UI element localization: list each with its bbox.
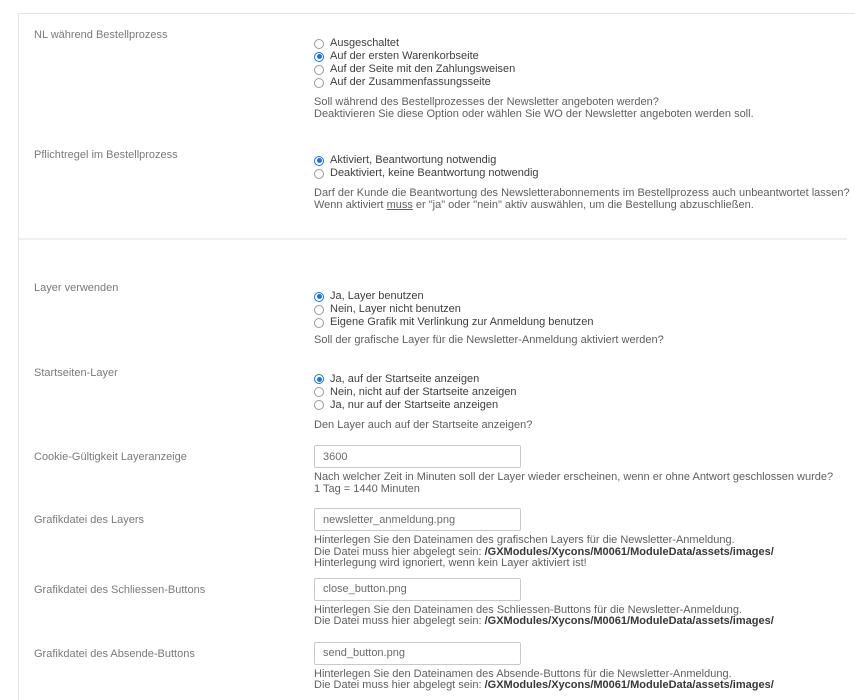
radio-checked-icon[interactable] — [314, 52, 324, 62]
radio-unchecked-icon[interactable] — [314, 305, 324, 315]
form-row-startseiten-layer — [34, 367, 855, 432]
form-row-grafikdatei-absende — [34, 642, 855, 692]
form-row-nl-bestellprozess — [34, 29, 855, 120]
radio-option-aktiviert[interactable] — [314, 155, 855, 166]
radio-group-startseiten-layer — [314, 374, 855, 411]
help-line — [314, 616, 855, 628]
help-text — [314, 669, 855, 692]
help-text — [314, 535, 855, 570]
radio-option-seite-zahlungsweisen[interactable] — [314, 64, 855, 75]
field-label: NL während Bestellprozess — [34, 29, 168, 41]
radio-option-nein-startseite[interactable] — [314, 387, 855, 398]
field-label: Layer verwenden — [34, 282, 119, 294]
close-button-filename-input[interactable] — [314, 578, 521, 601]
help-line: Darf der Kunde die Beantwortung des Newsletterabonnements im Bestellprozess auch unbeantwortet lassen? — [314, 187, 850, 199]
radio-unchecked-icon[interactable] — [314, 387, 324, 397]
radio-group-layer-verwenden — [314, 291, 855, 328]
help-line: Hinterlegen Sie den Dateinamen des Absende-Buttons für die Newsletter-Anmeldung. — [314, 667, 732, 680]
help-line: Den Layer auch auf der Startseite anzeigen? — [314, 418, 533, 431]
help-line: Soll der grafische Layer für die Newsletter-Anmeldung aktiviert werden? — [314, 334, 664, 346]
form-row-pflichtregel — [34, 149, 855, 211]
radio-group-nl-bestellprozess — [314, 38, 855, 88]
form-row-grafikdatei-schliessen — [34, 578, 855, 628]
help-fragment: Die Datei muss hier abgelegt sein: — [314, 615, 485, 627]
radio-unchecked-icon[interactable] — [314, 169, 324, 179]
help-text — [314, 97, 855, 120]
file-path: /GXModules/Xycons/M0061/ModuleData/assets/images/ — [484, 545, 774, 558]
field-label: Startseiten-Layer — [34, 366, 118, 379]
help-underlined-word: muss — [386, 198, 413, 211]
radio-option-label: Deaktiviert, keine Beantwortung notwendig — [330, 167, 539, 179]
help-line: Soll während des Bestellprozesses der Newsletter angeboten werden? — [314, 96, 659, 108]
radio-unchecked-icon[interactable] — [314, 65, 324, 75]
radio-option-label: Nein, Layer nicht benutzen — [330, 303, 461, 315]
form-row-grafikdatei-layer — [34, 508, 855, 570]
help-text — [314, 188, 855, 211]
radio-option-label: Ja, nur auf der Startseite anzeigen — [330, 398, 499, 411]
form-row-cookie-gueltigkeit — [34, 445, 855, 495]
form-row-layer-verwenden — [34, 282, 855, 347]
cookie-validity-input[interactable] — [314, 445, 521, 468]
radio-option-deaktiviert[interactable] — [314, 168, 855, 179]
help-text — [314, 605, 855, 628]
radio-unchecked-icon[interactable] — [314, 318, 324, 328]
radio-option-nur-startseite[interactable] — [314, 400, 855, 411]
radio-unchecked-icon[interactable] — [314, 400, 324, 410]
radio-option-label: Ja, auf der Startseite anzeigen — [330, 372, 480, 385]
field-label: Grafikdatei des Schliessen-Buttons — [34, 583, 206, 596]
radio-checked-icon[interactable] — [314, 292, 324, 302]
help-text — [314, 472, 855, 495]
radio-option-ausgeschaltet[interactable] — [314, 38, 855, 49]
help-fragment: er "ja" oder "nein" aktiv auswählen, um die Bestellung abzuschließen. — [412, 198, 754, 211]
file-path: /GXModules/Xycons/M0061/ModuleData/assets/images/ — [484, 679, 774, 691]
radio-checked-icon[interactable] — [314, 156, 324, 166]
radio-option-label: Auf der Seite mit den Zahlungsweisen — [330, 63, 516, 75]
help-text — [314, 420, 855, 432]
field-label: Grafikdatei des Absende-Buttons — [34, 647, 195, 660]
help-line: Hinterlegung wird ignoriert, wenn kein Layer aktiviert ist! — [314, 557, 587, 569]
radio-group-pflichtregel — [314, 155, 855, 179]
field-label: Grafikdatei des Layers — [34, 514, 145, 526]
help-line: Nach welcher Zeit in Minuten soll der Layer wieder erscheinen, wenn er ohne Antwort geschlossen wurde? — [314, 471, 834, 483]
file-path: /GXModules/Xycons/M0061/ModuleData/assets/images/ — [484, 615, 774, 627]
radio-option-erste-warenkorbseite[interactable] — [314, 51, 855, 62]
help-line — [314, 200, 855, 212]
help-fragment: Wenn aktiviert — [314, 198, 387, 211]
radio-option-ja-startseite[interactable] — [314, 374, 855, 385]
radio-option-label: Nein, nicht auf der Startseite anzeigen — [330, 385, 517, 398]
help-line: Deaktivieren Sie diese Option oder wählen Sie WO der Newsletter angeboten werden soll. — [314, 107, 754, 120]
help-line: 1 Tag = 1440 Minuten — [314, 482, 420, 495]
help-line: Hinterlegen Sie den Dateinamen des grafischen Layers für die Newsletter-Anmeldung. — [314, 534, 735, 546]
radio-option-zusammenfassungsseite[interactable] — [314, 77, 855, 88]
field-label: Pflichtregel im Bestellprozess — [34, 149, 178, 161]
section-divider — [19, 238, 847, 240]
radio-option-label: Ja, Layer benutzen — [330, 290, 424, 302]
help-fragment: Die Datei muss hier abgelegt sein: — [314, 679, 485, 691]
help-line: Hinterlegen Sie den Dateinamen des Schliessen-Buttons für die Newsletter-Anmeldung. — [314, 603, 743, 616]
radio-checked-icon[interactable] — [314, 374, 324, 384]
radio-option-eigene-grafik[interactable] — [314, 317, 855, 328]
help-line — [314, 680, 855, 692]
radio-option-nein-layer[interactable] — [314, 304, 855, 315]
radio-unchecked-icon[interactable] — [314, 39, 324, 49]
help-fragment: Die Datei muss hier abgelegt sein: — [314, 545, 485, 558]
help-text — [314, 335, 855, 347]
radio-option-label: Auf der Zusammenfassungsseite — [330, 76, 491, 88]
radio-option-label: Auf der ersten Warenkorbseite — [330, 50, 479, 62]
radio-option-label: Ausgeschaltet — [330, 37, 400, 49]
radio-option-label: Eigene Grafik mit Verlinkung zur Anmeldung benutzen — [330, 316, 594, 328]
field-label: Cookie-Gültigkeit Layeranzeige — [34, 451, 187, 463]
settings-panel — [18, 13, 855, 700]
send-button-filename-input[interactable] — [314, 642, 521, 665]
layer-image-filename-input[interactable] — [314, 508, 521, 531]
radio-unchecked-icon[interactable] — [314, 78, 324, 88]
radio-option-label: Aktiviert, Beantwortung notwendig — [330, 154, 497, 166]
radio-option-ja-layer[interactable] — [314, 291, 855, 302]
